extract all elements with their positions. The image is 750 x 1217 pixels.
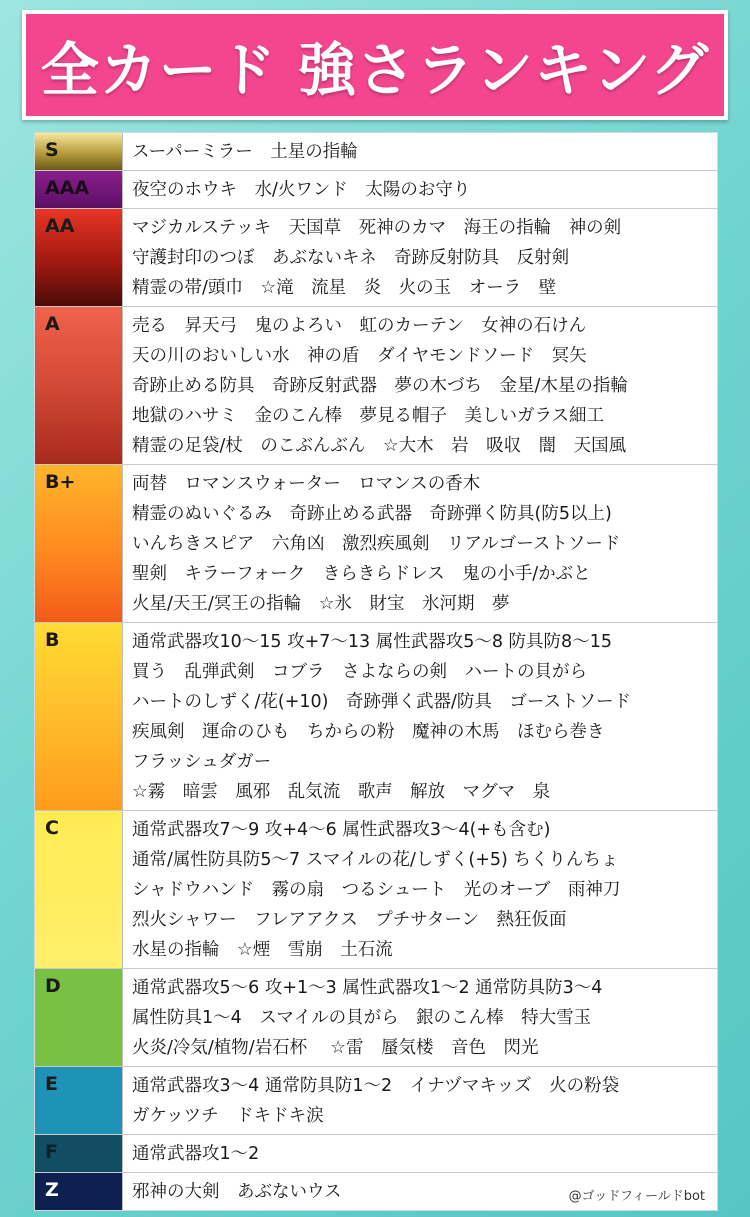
title-banner (22, 10, 728, 120)
item-line: 夜空のホウキ 水/火ワンド 太陽のお守り (132, 180, 471, 200)
tier-name: A (45, 313, 60, 335)
item-line: 烈火シャワー フレアアクス プチサターン 熱狂仮面 (132, 910, 567, 930)
item-line: いんちきスピア 六角凶 激烈疾風剣 リアルゴーストソード (132, 534, 621, 554)
tier-label-b-plus (35, 465, 123, 622)
credit-text: @ゴッドフィールドbot (568, 1189, 705, 1204)
tier-row-c (35, 811, 717, 969)
tier-name: Z (45, 1179, 59, 1201)
tier-row-a (35, 307, 717, 465)
tier-name: S (45, 139, 59, 161)
tier-items-aaa (123, 171, 717, 208)
item-line: ハートのしずく/花(+10) 奇跡弾く武器/防具 ゴーストソード (132, 692, 632, 712)
tier-items-b (123, 623, 717, 810)
tier-label-z (35, 1173, 123, 1210)
item-line: 天の川のおいしい水 神の盾 ダイヤモンドソード 冥矢 (132, 346, 587, 366)
tier-name: F (45, 1141, 58, 1163)
tier-items-b-plus (123, 465, 717, 622)
item-line: マジカルステッキ 天国草 死神のカマ 海王の指輪 神の剣 (132, 218, 622, 238)
item-line: 通常武器攻1〜2 (132, 1144, 260, 1164)
tier-items-c (123, 811, 717, 968)
tier-label-s (35, 133, 123, 170)
item-line: 売る 昇天弓 鬼のよろい 虹のカーテン 女神の石けん (132, 316, 587, 336)
tier-label-b (35, 623, 123, 810)
item-line: 水星の指輪 ☆煙 雪崩 土石流 (132, 940, 393, 960)
tier-name: AAA (45, 177, 90, 199)
tier-row-z (35, 1173, 717, 1210)
item-line: 奇跡止める防具 奇跡反射武器 夢の木づち 金星/木星の指輪 (132, 376, 628, 396)
tier-label-aaa (35, 171, 123, 208)
tier-label-aa (35, 209, 123, 306)
tier-label-c (35, 811, 123, 968)
item-line: 通常/属性防具防5〜7 スマイルの花/しずく(+5) ちくりんちょ (132, 850, 619, 870)
tier-row-e (35, 1067, 717, 1135)
item-line: ガケッツチ ドキドキ涙 (132, 1106, 324, 1126)
item-line: 通常武器攻10〜15 攻+7〜13 属性武器攻5〜8 防具防8〜15 (132, 632, 612, 652)
tier-items-a (123, 307, 717, 464)
item-line: 地獄のハサミ 金のこん棒 夢見る帽子 美しいガラス細工 (132, 406, 604, 426)
item-line: 通常武器攻7〜9 攻+4〜6 属性武器攻3〜4(+も含む) (132, 820, 551, 840)
item-line: ☆霧 暗雲 風邪 乱気流 歌声 解放 マグマ 泉 (132, 782, 551, 802)
tier-row-aaa (35, 171, 717, 209)
tier-label-e (35, 1067, 123, 1134)
tier-name: D (45, 975, 61, 997)
item-line: 両替 ロマンスウォーター ロマンスの香木 (132, 474, 481, 494)
tier-label-f (35, 1135, 123, 1172)
tier-row-aa (35, 209, 717, 307)
item-line: 精霊のぬいぐるみ 奇跡止める武器 奇跡弾く防具(防5以上) (132, 504, 612, 524)
tier-name: C (45, 817, 59, 839)
item-line: 守護封印のつぼ あぶないキネ 奇跡反射防具 反射剣 (132, 248, 570, 268)
tier-items-aa (123, 209, 717, 306)
tier-name: B (45, 629, 60, 651)
tier-items-z (123, 1173, 717, 1210)
item-line: 火炎/冷気/植物/岩石杯 ☆雷 蜃気楼 音色 閃光 (132, 1038, 539, 1058)
tier-name: B+ (45, 471, 76, 493)
tier-items-f (123, 1135, 717, 1172)
item-line: フラッシュダガー (132, 752, 272, 772)
tier-items-s (123, 133, 717, 170)
item-line: 属性防具1〜4 スマイルの貝がら 銀のこん棒 特大雪玉 (132, 1008, 592, 1028)
item-line: 精霊の帯/頭巾 ☆滝 流星 炎 火の玉 オーラ 壁 (132, 278, 557, 298)
item-line: シャドウハンド 霧の扇 つるシュート 光のオーブ 雨神刀 (132, 880, 621, 900)
item-line: 通常武器攻3〜4 通常防具防1〜2 イナヅマキッズ 火の粉袋 (132, 1076, 620, 1096)
item-line: 買う 乱弾武剣 コブラ さよならの剣 ハートの貝がら (132, 662, 587, 682)
item-line: 聖剣 キラーフォーク きらきらドレス 鬼の小手/かぶと (132, 564, 591, 584)
tier-label-a (35, 307, 123, 464)
tier-name: E (45, 1073, 58, 1095)
tier-items-d (123, 969, 717, 1066)
tier-row-b (35, 623, 717, 811)
item-line: スーパーミラー 土星の指輪 (132, 142, 358, 162)
item-line: 通常武器攻5〜6 攻+1〜3 属性武器攻1〜2 通常防具防3〜4 (132, 978, 603, 998)
tier-row-d (35, 969, 717, 1067)
item-line: 火星/天王/冥王の指輪 ☆氷 財宝 氷河期 夢 (132, 594, 510, 614)
tier-items-e (123, 1067, 717, 1134)
item-line: 疾風剣 運命のひも ちからの粉 魔神の木馬 ほむら巻き (132, 722, 605, 742)
page-title: 全カード 強さランキング (40, 36, 710, 104)
tier-row-s (35, 133, 717, 171)
ranking-table (34, 132, 718, 1211)
item-line: 邪神の大剣 あぶないウス (132, 1182, 342, 1202)
tier-row-b-plus (35, 465, 717, 623)
item-line: 精霊の足袋/杖 のこぶんぶん ☆大木 岩 吸収 闇 天国風 (132, 436, 627, 456)
tier-label-d (35, 969, 123, 1066)
tier-row-f (35, 1135, 717, 1173)
tier-name: AA (45, 215, 75, 237)
